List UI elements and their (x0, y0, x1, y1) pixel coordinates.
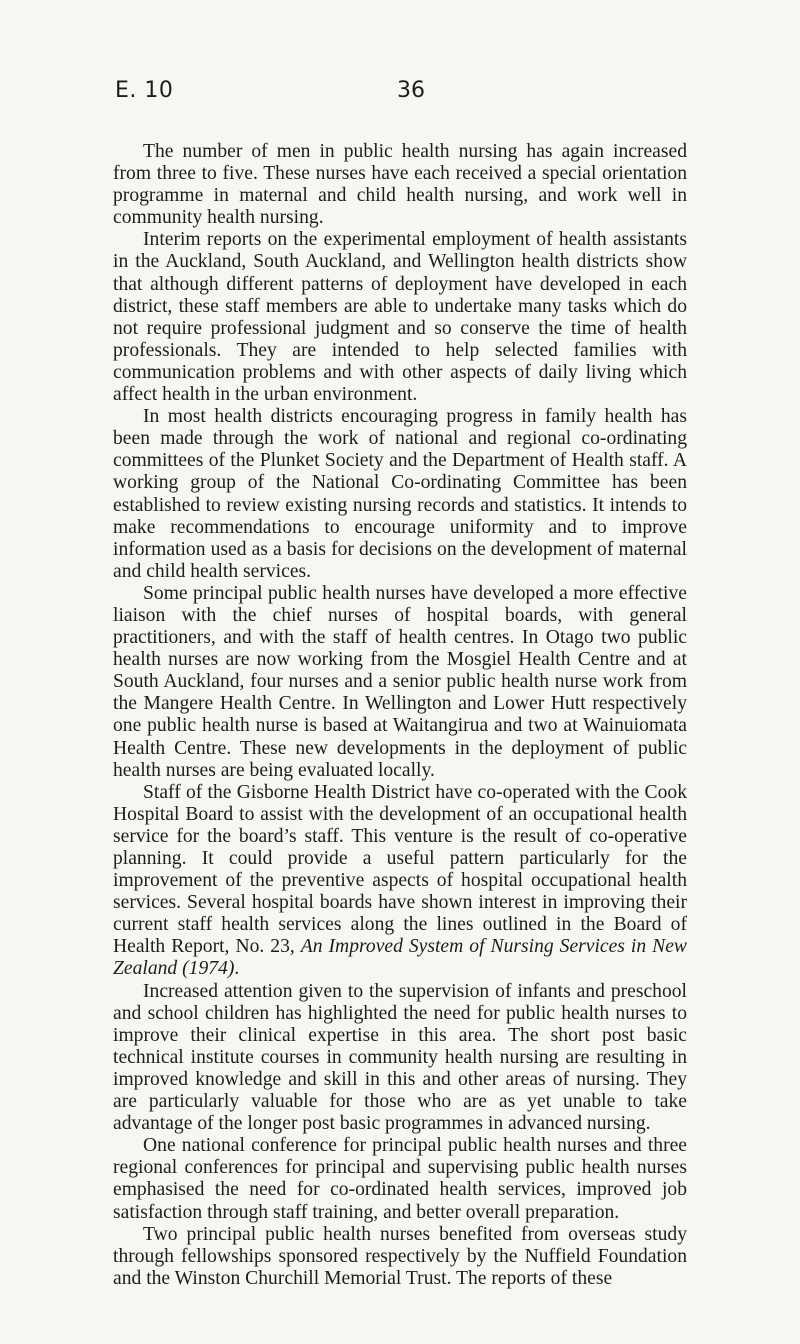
page-header (115, 78, 685, 118)
document-code: E. 10 (115, 78, 174, 103)
paragraph-men-in-nursing: The number of men in public health nursing has again increased from three to five. These nurses have each received a special orientation programme in maternal and child health nursing, and work well in community health nursing. (113, 141, 687, 229)
paragraph-family-health: In most health districts encouraging progress in family health has been made through the work of national and regional co-ordinating committees of the Plunket Society and the Department of Health staff. A working group of the National Co-ordinating Committee has been established to review existing nursing records and statistics. It intends to make recommendations to encourage uniformity and to improve information used as a basis for decisions on the development of maternal and child health services. (113, 406, 687, 582)
report-title: An Improved System of Nursing Services in New Zealand (1974) (113, 936, 687, 980)
body-text (113, 141, 687, 1290)
paragraph-liaison-text: Some principal public health nurses have developed a more effective liaison with the chief nurses of hospital boards, with general practitioners, and with the staff of health centres. In Otago two public health nurses are now working from the Mosgiel Health Centre and at South Auckland, four nurses and a senior public health nurse work from the Mangere Health Centre. In Wellington and Lower Hutt respectively one public health nurse is based at Waitangirua and two at Wainuiomata Health Centre. These new developments in the deployment of public health nurses are being evaluated locally. (113, 582, 687, 781)
page-number: 36 (397, 78, 425, 103)
paragraph-liaison (113, 583, 687, 782)
paragraph-gisborne (113, 782, 687, 981)
paragraph-conferences: One national conference for principal public health nurses and three regional conferences for principal and supervising public health nurses emphasised the need for co-ordinated health services, improved job satisfaction through staff training, and better overall preparation. (113, 1135, 687, 1223)
paragraph-health-assistants: Interim reports on the experimental employment of health assistants in the Auckland, South Auckland, and Wellington health districts show that although different patterns of deployment have developed in each district, these staff members are able to undertake many tasks which do not require professional judgment and so conserve the time of health professionals. They are intended to help selected families with communication problems and with other aspects of daily living which affect health in the urban environment. (113, 229, 687, 406)
paragraph-gisborne-text: Staff of the Gisborne Health District have co-operated with the Cook Hospital Board to assist with the development of an occupational health service for the board’s staff. This venture is the result of co-operative planning. It could provide a useful pattern particularly for the improvement of the preventive aspects of hospital occupational health services. Several hospital boards have shown interest in improving their current staff health services along the lines outlined in the Board of Health Report, No. 23, (113, 781, 687, 958)
paragraph-supervision: Increased attention given to the supervision of infants and preschool and school children has highlighted the need for public health nurses to improve their clinical expertise in this area. The short post basic technical institute courses in community health nursing are resulting in improved knowledge and skill in this and other areas of nursing. They are particularly valuable for those who are as yet unable to take advantage of the longer post basic programmes in advanced nursing. (113, 980, 687, 1135)
paragraph-fellowships: Two principal public health nurses benefited from overseas study through fellowships sponsored respectively by the Nuffield Foundation and the Winston Churchill Memorial Trust. The reports of these (113, 1223, 687, 1289)
paragraph-gisborne-tail: . (234, 958, 240, 980)
